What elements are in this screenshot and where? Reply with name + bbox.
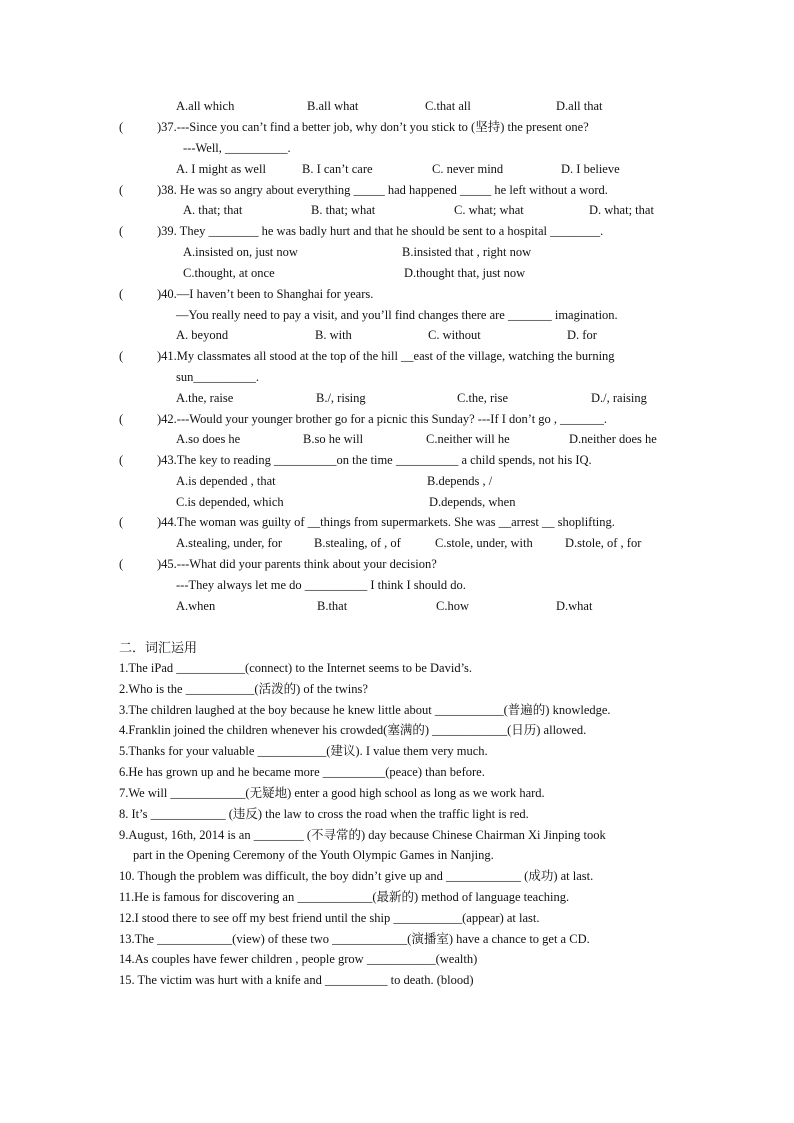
q42-option-d: D.neither does he <box>569 432 657 446</box>
q37-stem: )37.---Since you can’t find a better job, why don’t you stick to (坚持) the present one? <box>157 120 589 134</box>
vocab-item-2: 2.Who is the ___________(活泼的) of the twins? <box>119 682 368 696</box>
vocab-item-14: 14.As couples have fewer children , people grow ___________(wealth) <box>119 952 478 966</box>
q38-option-a: A. that; that <box>183 203 243 217</box>
vocab-item-1: 1.The iPad ___________(connect) to the Internet seems to be David’s. <box>119 661 473 675</box>
vocab-item-15: 15. The victim was hurt with a knife and __________ to death. (blood) <box>119 973 474 987</box>
q38-option-b: B. that; what <box>311 203 376 217</box>
vocab-item-3: 3.The children laughed at the boy because he knew little about ___________(普遍的) knowledge. <box>119 703 611 717</box>
q39-option-c: C.thought, at once <box>183 266 275 280</box>
q45-bracket: ( <box>119 557 124 571</box>
vocab-item-7: 7.We will ____________(无疑地) enter a good high school as long as we work hard. <box>119 786 545 800</box>
vocab-item-13: 13.The ____________(view) of these two ____________(演播室) have a chance to get a CD. <box>119 932 590 946</box>
vocab-item-9-cont: part in the Opening Ceremony of the Youth Olympic Games in Nanjing. <box>133 848 494 862</box>
q45-option-c: C.how <box>436 599 469 613</box>
vocab-item-6: 6.He has grown up and he became more __________(peace) than before. <box>119 765 485 779</box>
q44-option-d: D.stole, of , for <box>565 536 642 550</box>
q39-option-b: B.insisted that , right now <box>402 245 532 259</box>
q37-option-c: C. never mind <box>432 162 504 176</box>
q42-option-a: A.so does he <box>176 432 241 446</box>
q45-line2: ---They always let me do __________ I think I should do. <box>176 578 466 592</box>
q40-option-c: C. without <box>428 328 481 342</box>
q44-option-c: C.stole, under, with <box>435 536 533 550</box>
q43-option-d: D.depends, when <box>429 495 516 509</box>
q43-stem: )43.The key to reading __________on the time __________ a child spends, not his IQ. <box>157 453 592 467</box>
q43-option-a: A.is depended , that <box>176 474 276 488</box>
section-title: 二．词汇运用 <box>119 640 198 655</box>
vocab-item-11: 11.He is famous for discovering an ____________(最新的) method of language teaching. <box>119 890 570 904</box>
q38-option-c: C. what; what <box>454 203 524 217</box>
q41-option-d: D./, raising <box>591 391 647 405</box>
q41-option-c: C.the, rise <box>457 391 509 405</box>
q38-stem: )38. He was so angry about everything _____ had happened _____ he left without a word. <box>157 183 608 197</box>
q41-option-a: A.the, raise <box>176 391 234 405</box>
q40-option-a: A. beyond <box>176 328 229 342</box>
q45-option-a: A.when <box>176 599 216 613</box>
vocab-item-4: 4.Franklin joined the children whenever his crowded(塞满的) ____________(日历) allowed. <box>119 723 587 737</box>
q39-stem: )39. They ________ he was badly hurt and that he should be sent to a hospital ________. <box>157 224 604 238</box>
q43-bracket: ( <box>119 453 124 467</box>
q39-option-d: D.thought that, just now <box>404 266 526 280</box>
q36-option-a: A.all which <box>176 99 235 113</box>
vocab-item-12: 12.I stood there to see off my best friend until the ship ___________(appear) at last. <box>119 911 540 925</box>
q45-stem: )45.---What did your parents think about your decision? <box>157 557 437 571</box>
q45-option-b: B.that <box>317 599 348 613</box>
q42-option-c: C.neither will he <box>426 432 510 446</box>
vocab-item-9: 9.August, 16th, 2014 is an ________ (不寻常的) day because Chinese Chairman Xi Jinping took <box>119 828 606 842</box>
q40-stem: )40.—I haven’t been to Shanghai for years. <box>157 287 374 301</box>
vocab-item-8: 8. It’s ____________ (违反) the law to cross the road when the traffic light is red. <box>119 807 529 821</box>
q36-option-d: D.all that <box>556 99 603 113</box>
q42-option-b: B.so he will <box>303 432 364 446</box>
vocab-item-5: 5.Thanks for your valuable ___________(建议). I value them very much. <box>119 744 488 758</box>
q42-bracket: ( <box>119 412 124 426</box>
q41-bracket: ( <box>119 349 124 363</box>
q44-stem: )44.The woman was guilty of __things from supermarkets. She was __arrest __ shoplifting. <box>157 515 615 529</box>
q43-option-c: C.is depended, which <box>176 495 284 509</box>
vocab-item-10: 10. Though the problem was difficult, the boy didn’t give up and ____________ (成功) at last. <box>119 869 594 883</box>
q36-option-c: C.that all <box>425 99 471 113</box>
q44-option-a: A.stealing, under, for <box>176 536 283 550</box>
q42-stem: )42.---Would your younger brother go for a picnic this Sunday? ---If I don’t go , _______. <box>157 412 608 426</box>
q40-line2: —You really need to pay a visit, and you’ll find changes there are _______ imagination. <box>176 308 618 322</box>
q41-line2: sun__________. <box>176 370 259 384</box>
q41-stem: )41.My classmates all stood at the top of the hill __east of the village, watching the burning <box>157 349 615 363</box>
q40-bracket: ( <box>119 287 124 301</box>
q37-option-b: B. I can’t care <box>302 162 373 176</box>
q40-option-d: D. for <box>567 328 597 342</box>
q37-bracket: ( <box>119 120 124 134</box>
q38-option-d: D. what; that <box>589 203 654 217</box>
q38-bracket: ( <box>119 183 124 197</box>
q43-option-b: B.depends , / <box>427 474 493 488</box>
q36-option-b: B.all what <box>307 99 359 113</box>
q39-option-a: A.insisted on, just now <box>183 245 298 259</box>
q44-option-b: B.stealing, of , of <box>314 536 401 550</box>
q37-line2: ---Well, __________. <box>183 141 291 155</box>
q41-option-b: B./, rising <box>316 391 366 405</box>
q45-option-d: D.what <box>556 599 593 613</box>
q37-option-d: D. I believe <box>561 162 620 176</box>
q44-bracket: ( <box>119 515 124 529</box>
q39-bracket: ( <box>119 224 124 238</box>
q40-option-b: B. with <box>315 328 352 342</box>
q37-option-a: A. I might as well <box>176 162 266 176</box>
